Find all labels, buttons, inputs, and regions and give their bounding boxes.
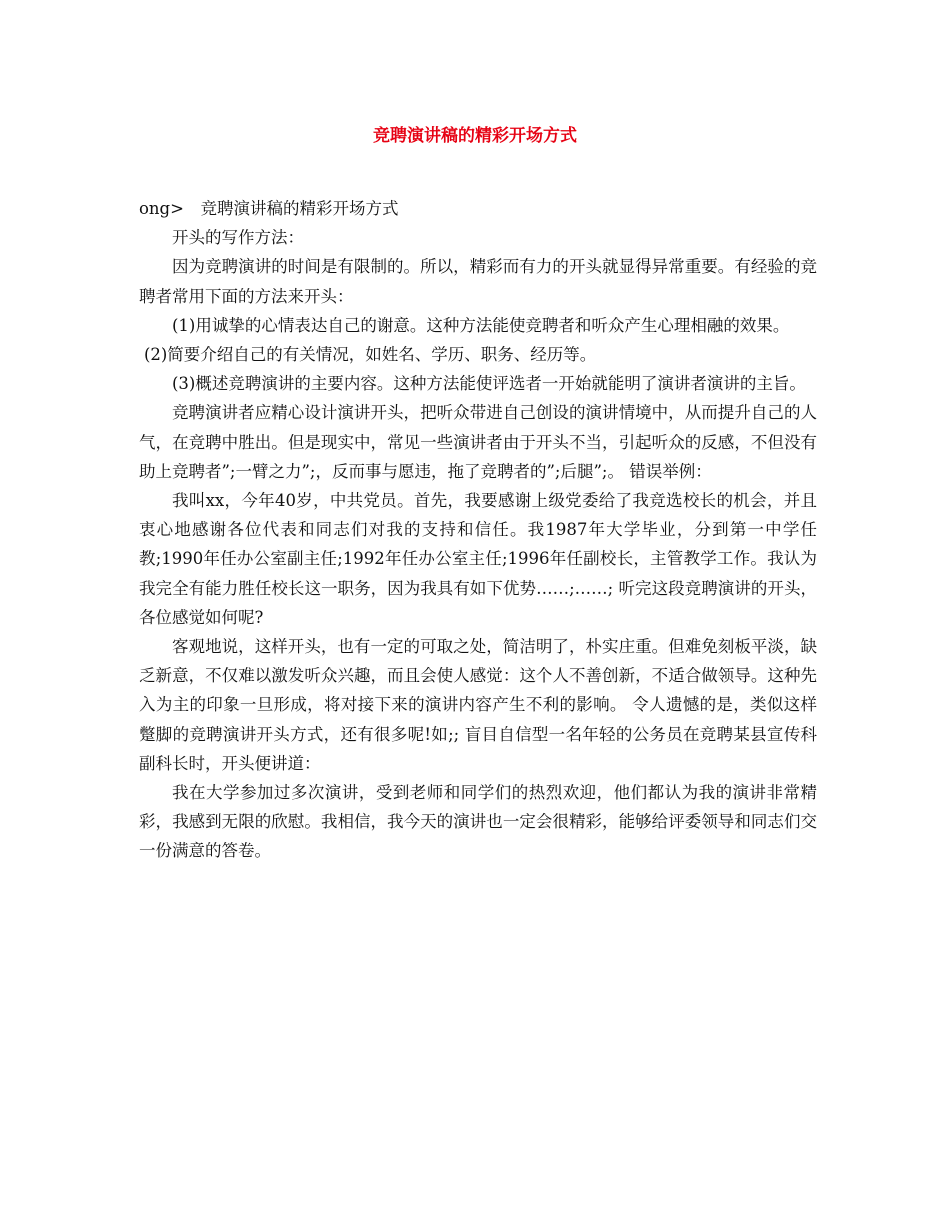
paragraph: (3)概述竞聘演讲的主要内容。这种方法能使评选者一开始就能明了演讲者演讲的主旨。 bbox=[172, 374, 806, 394]
paragraph: 开头的写作方法： bbox=[172, 228, 304, 248]
heading-line bbox=[139, 194, 817, 223]
document-title: 竞聘演讲稿的精彩开场方式 bbox=[373, 126, 577, 146]
document-body bbox=[139, 194, 817, 866]
heading-text: 竞聘演讲稿的精彩开场方式 bbox=[200, 199, 399, 218]
paragraph: 竞聘演讲者应精心设计演讲开头，把听众带进自己创设的演讲情境中，从而提升自己的人气，在竞聘中胜出。但是现实中，常见一些演讲者由于开头不当，引起听众的反感，不但没有助上竞聘者”;一臂之力”;，反而事与愿违，拖了竞聘者的”;后腿”;。 错误举例： bbox=[139, 403, 817, 481]
paragraph: 因为竞聘演讲的时间是有限制的。所以，精彩而有力的开头就显得异常重要。有经验的竞聘者常用下面的方法来开头： bbox=[139, 257, 817, 306]
paragraph: 客观地说，这样开头，也有一定的可取之处，简洁明了，朴实庄重。但难免刻板平淡，缺乏新意，不仅难以激发听众兴趣，而且会使人感觉：这个人不善创新，不适合做领导。这种先入为主的印象一旦形成，将对接下来的演讲内容产生不利的影响。 令人遗憾的是，类似这样蹩脚的竞聘演讲开头方式，还有很多呢!如;; 盲目自信型一名年轻的公务员在竞聘某县宣传科副科长时，开头便讲道： bbox=[139, 637, 817, 773]
paragraph: (2)简要介绍自己的有关情况，如姓名、学历、职务、经历等。 bbox=[143, 345, 597, 365]
paragraph: 我叫xx，今年40岁，中共党员。首先，我要感谢上级党委给了我竞选校长的机会，并且衷心地感谢各位代表和同志们对我的支持和信任。我1987年大学毕业，分到第一中学任教;1990年任办公室副主任;1992年任办公室主任;1996年任副校长，主管教学工作。我认为我完全有能力胜任校长这一职务，因为我具有如下优势……;……; 听完这段竞聘演讲的开头，各位感觉如何呢? bbox=[139, 491, 817, 627]
paragraph: (1)用诚挚的心情表达自己的谢意。这种方法能使竞聘者和听众产生心理相融的效果。 bbox=[172, 315, 790, 335]
heading-prefix: ong> bbox=[139, 199, 184, 218]
paragraph: 我在大学参加过多次演讲，受到老师和同学们的热烈欢迎，他们都认为我的演讲非常精彩，我感到无限的欣慰。我相信，我今天的演讲也一定会很精彩，能够给评委领导和同志们交一份满意的答卷。 bbox=[139, 783, 817, 861]
